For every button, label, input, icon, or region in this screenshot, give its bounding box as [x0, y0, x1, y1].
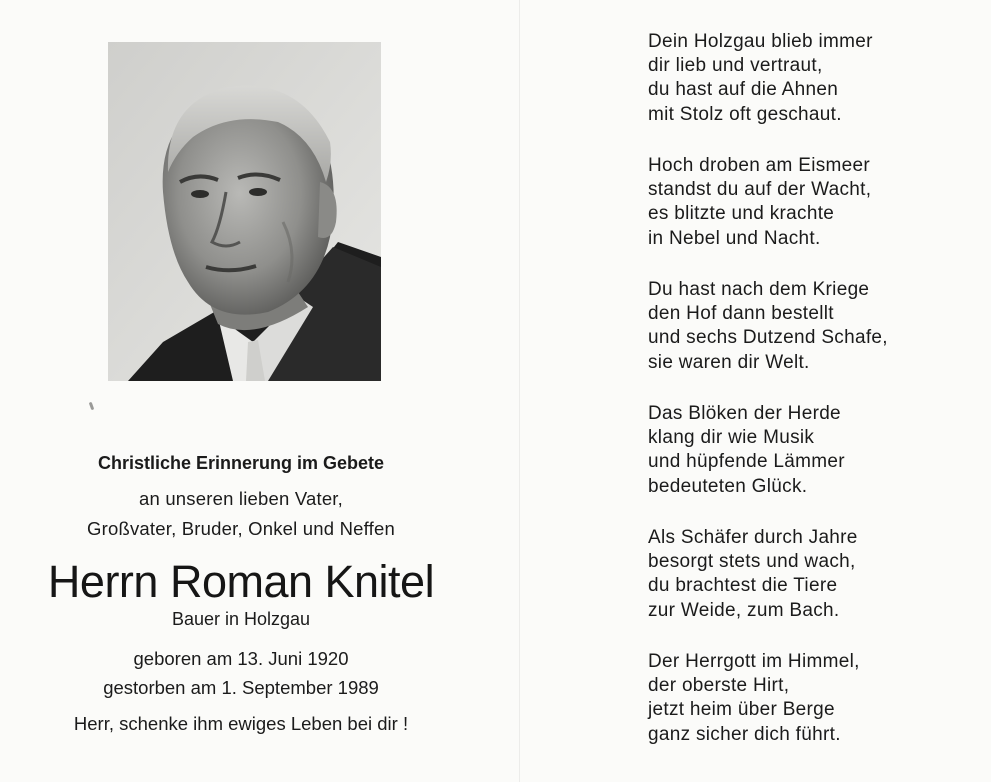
- print-speck: [89, 402, 95, 411]
- poem-stanza: [648, 650, 968, 747]
- poem-line: den Hof dann bestellt: [648, 303, 834, 325]
- poem-line: besorgt stets und wach,: [648, 551, 856, 573]
- intro-line-2: Großvater, Bruder, Onkel und Neffen: [87, 518, 395, 539]
- poem-stanza: [648, 154, 968, 251]
- poem-line: und sechs Dutzend Schafe,: [648, 327, 888, 349]
- poem-stanza: [648, 402, 968, 499]
- poem-line: Das Blöken der Herde: [648, 403, 841, 424]
- poem-stanza: [648, 30, 968, 127]
- poem-line: Hoch droben am Eismeer: [648, 155, 871, 176]
- poem-stanza: [648, 278, 968, 375]
- poem-stanza: [648, 526, 968, 623]
- occupation: Bauer in Holzgau: [171, 609, 311, 629]
- poem-line: in Nebel und Nacht.: [648, 227, 821, 249]
- poem-line: mit Stolz oft geschaut.: [648, 103, 842, 125]
- poem-line: es blitzte und krachte: [648, 203, 835, 225]
- fold-line: [519, 0, 520, 782]
- poem-line: standst du auf der Wacht,: [648, 179, 872, 201]
- intro-line-1: an unseren lieben Vater,: [139, 488, 343, 509]
- poem-line: und hüpfende Lämmer: [648, 451, 845, 473]
- poem-line: der oberste Hirt,: [648, 675, 790, 697]
- poem-line: jetzt heim über Berge: [648, 699, 835, 721]
- death-date: gestorben am 1. September 1989: [103, 677, 379, 698]
- birth-date: geboren am 13. Juni 1920: [133, 648, 349, 669]
- card-heading: Christliche Erinnerung im Gebete: [97, 453, 385, 473]
- poem-line: Du hast nach dem Kriege: [648, 279, 870, 300]
- prayer-line: Herr, schenke ihm ewiges Leben bei dir !: [73, 713, 409, 734]
- poem-line: dir lieb und vertraut,: [648, 55, 823, 77]
- deceased-name: Herrn Roman Knitel: [47, 556, 435, 607]
- poem-line: du brachtest die Tiere: [648, 575, 838, 597]
- portrait-photo-icon: [108, 42, 381, 381]
- poem-line: sie waren dir Welt.: [648, 351, 810, 373]
- poem-line: ganz sicher dich führt.: [648, 723, 841, 745]
- poem-line: Als Schäfer durch Jahre: [648, 527, 858, 548]
- poem-line: bedeuteten Glück.: [648, 475, 808, 497]
- poem-line: Der Herrgott im Himmel,: [648, 651, 860, 672]
- poem-line: Dein Holzgau blieb immer: [648, 31, 873, 52]
- portrait-photo: [108, 42, 381, 381]
- poem-line: klang dir wie Musik: [648, 427, 815, 449]
- poem-line: zur Weide, zum Bach.: [648, 599, 840, 621]
- poem-line: du hast auf die Ahnen: [648, 79, 839, 101]
